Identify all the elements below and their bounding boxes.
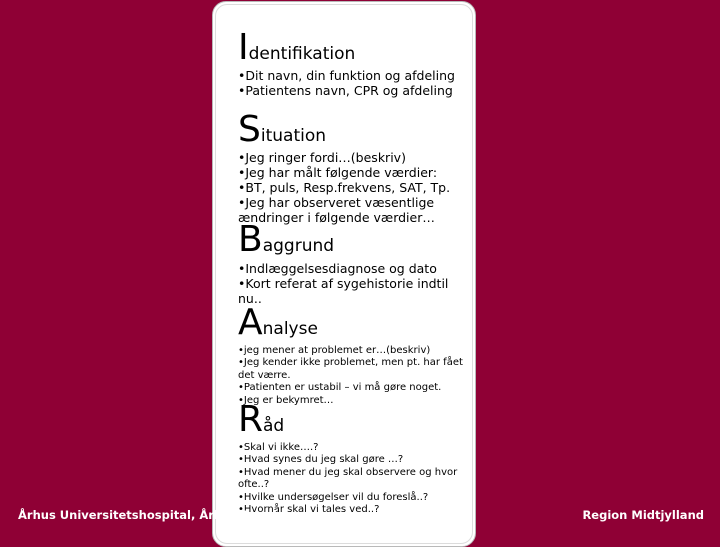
list-item: • Jeg har målt følgende værdier: bbox=[238, 165, 466, 180]
section-heading bbox=[238, 302, 466, 343]
section-situation bbox=[238, 109, 466, 225]
heading-initial: I bbox=[238, 27, 249, 68]
list-item: • Kort referat af sygehistorie indtil nu.. bbox=[238, 276, 466, 306]
section-heading bbox=[238, 27, 466, 68]
section-identifikation bbox=[238, 27, 466, 98]
section-heading bbox=[238, 219, 466, 260]
list-item: • Hvilke undersøgelser vil du foreslå..? bbox=[238, 492, 466, 504]
section-analyse bbox=[238, 302, 466, 407]
list-item: • BT, puls, Resp.frekvens, SAT, Tp. bbox=[238, 180, 466, 195]
section-baggrund bbox=[238, 219, 466, 306]
footer-region-name: Region Midtjylland bbox=[582, 508, 704, 522]
list-item: • Jeg har observeret væsentlige ændringer i følgende værdier… bbox=[238, 195, 466, 225]
heading-rest: aggrund bbox=[262, 236, 335, 256]
heading-initial: B bbox=[238, 219, 263, 260]
bullet-list bbox=[238, 150, 466, 225]
heading-initial: S bbox=[238, 109, 261, 150]
list-item: • Indlæggelsesdiagnose og dato bbox=[238, 261, 466, 276]
list-item: • Patientens navn, CPR og afdeling bbox=[238, 83, 466, 98]
list-item: • Hvad synes du jeg skal gøre …? bbox=[238, 454, 466, 466]
heading-rest: ituation bbox=[260, 126, 327, 146]
heading-rest: nalyse bbox=[262, 319, 318, 339]
heading-initial: R bbox=[238, 399, 264, 440]
bullet-list bbox=[238, 261, 466, 306]
bullet-list bbox=[238, 68, 466, 98]
list-item: • Jeg kender ikke problemet, men pt. har fået det værre. bbox=[238, 357, 466, 382]
bullet-list bbox=[238, 345, 466, 407]
heading-initial: A bbox=[238, 302, 263, 343]
list-item: • Hvornår skal vi tales ved..? bbox=[238, 504, 466, 516]
list-item: • Jeg er bekymret… bbox=[238, 395, 466, 407]
heading-rest: dentifikation bbox=[248, 44, 356, 64]
heading-rest: åd bbox=[263, 416, 285, 436]
list-item: • jeg mener at problemet er…(beskriv) bbox=[238, 345, 466, 357]
bullet-list bbox=[238, 442, 466, 516]
list-item: • Jeg ringer fordi…(beskriv) bbox=[238, 150, 466, 165]
list-item: • Hvad mener du jeg skal observere og hvor ofte..? bbox=[238, 467, 466, 492]
section-heading bbox=[238, 109, 466, 150]
list-item: • Skal vi ikke….? bbox=[238, 442, 466, 454]
list-item: • Dit navn, din funktion og afdeling bbox=[238, 68, 466, 83]
footer-hospital-name: Århus Universitetshospital, Århus Sygehus bbox=[18, 508, 297, 522]
list-item: • Patienten er ustabil – vi må gøre noget. bbox=[238, 382, 466, 394]
